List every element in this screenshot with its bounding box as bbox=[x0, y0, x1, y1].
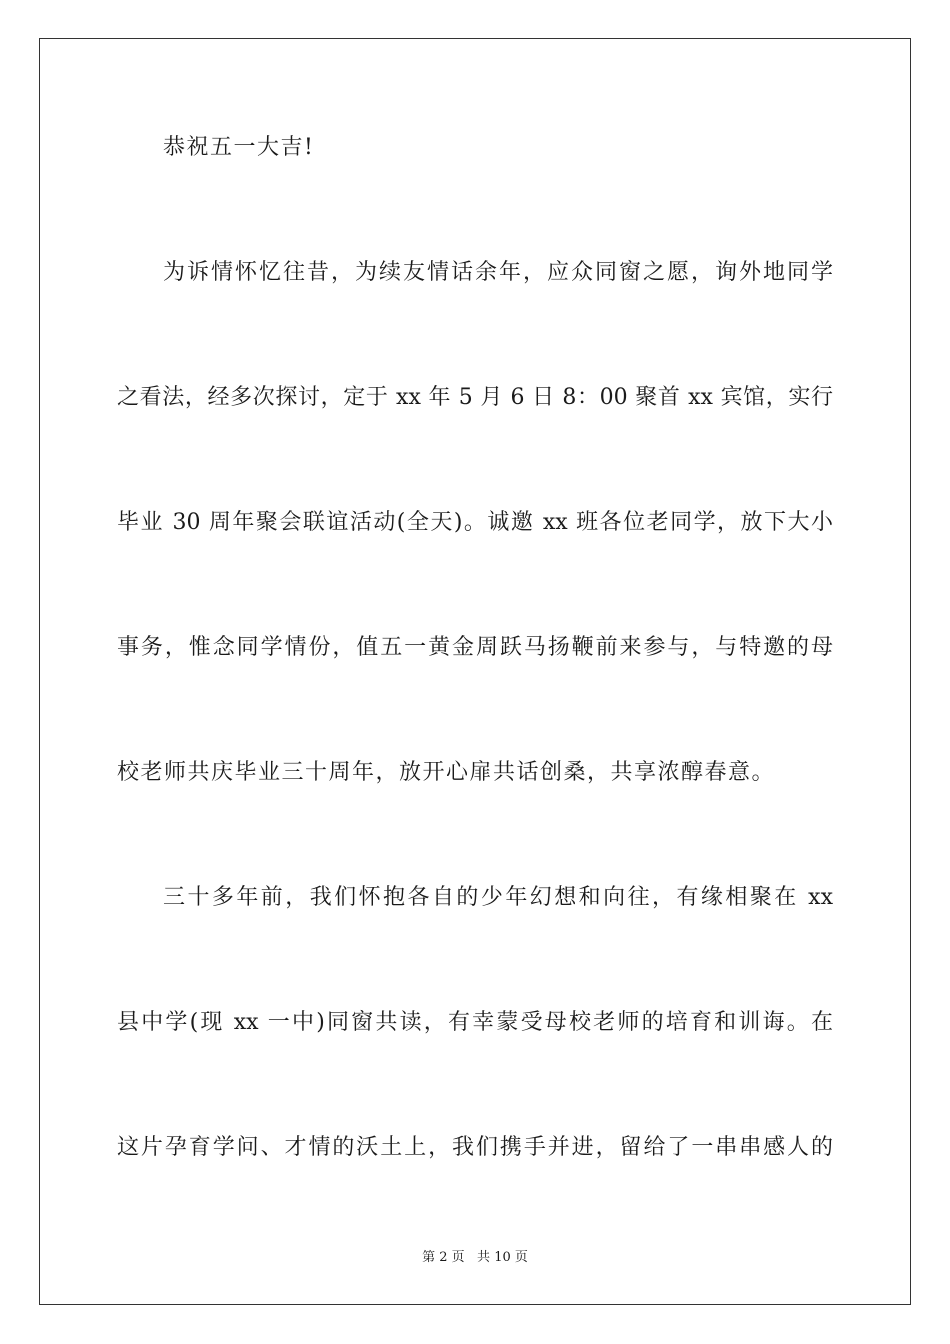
paragraph-2-line-2: 县中学(现 xx 一中)同窗共读，有幸蒙受母校老师的培育和训诲。在 bbox=[117, 1010, 833, 1035]
paragraph-1-line-3: 毕业 30 周年聚会联谊活动(全天)。诚邀 xx 班各位老同学，放下大小 bbox=[117, 510, 833, 535]
paragraph-1-line-5: 校老师共庆毕业三十周年，放开心扉共话创桑，共享浓醇春意。 bbox=[117, 760, 776, 785]
paragraph-2-line-3: 这片孕育学问、才情的沃土上，我们携手并进，留给了一串串感人的 bbox=[117, 1135, 833, 1160]
paragraph-1-line-1: 为诉情怀忆往昔，为续友情话余年，应众同窗之愿，询外地同学 bbox=[163, 260, 833, 285]
greeting-line: 恭祝五一大吉! bbox=[163, 135, 315, 160]
page-footer: 第 2 页 共 10 页 bbox=[422, 1250, 528, 1265]
paragraph-1-line-2: 之看法，经多次探讨，定于 xx 年 5 月 6 日 8：00 聚首 xx 宾馆，实行 bbox=[117, 385, 833, 410]
paragraph-2-line-1: 三十多年前，我们怀抱各自的少年幻想和向往，有缘相聚在 xx bbox=[163, 885, 833, 910]
page-border bbox=[39, 38, 911, 1305]
paragraph-1-line-4: 事务，惟念同学情份，值五一黄金周跃马扬鞭前来参与，与特邀的母 bbox=[117, 635, 833, 660]
